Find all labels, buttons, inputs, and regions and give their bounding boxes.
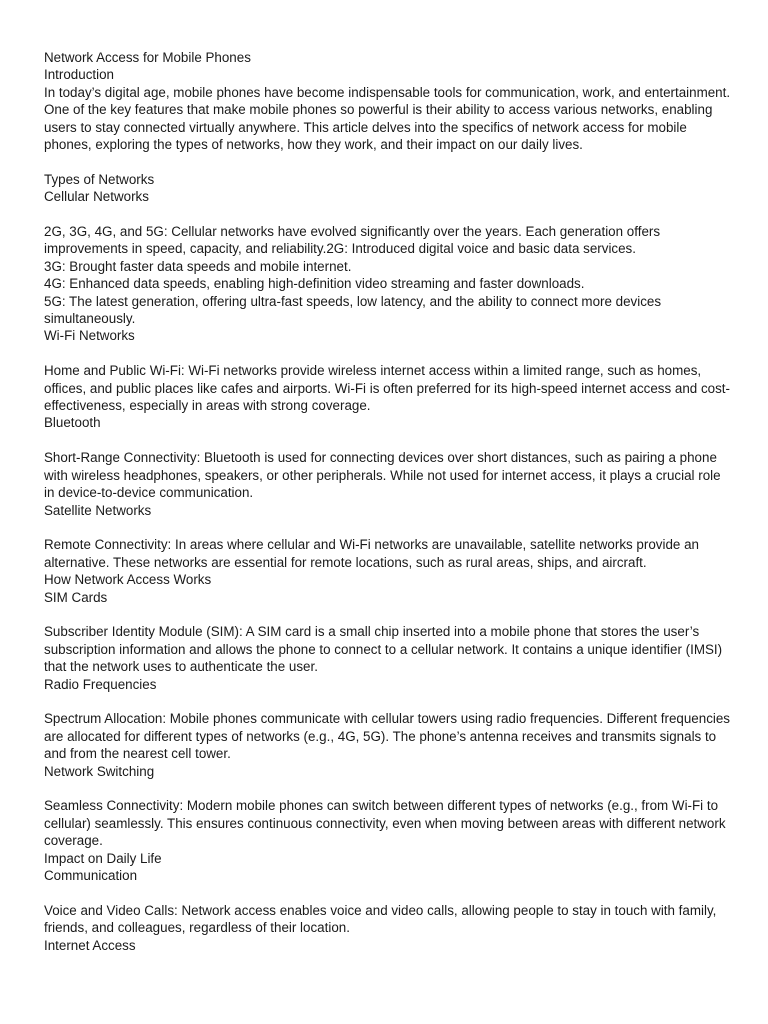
- 4g-line: 4G: Enhanced data speeds, enabling high-definition video streaming and faster downloads.: [44, 276, 585, 292]
- spacer: [44, 206, 734, 223]
- radio-paragraph: Spectrum Allocation: Mobile phones communicate with cellular towers using radio frequencies. Different frequencies are allocated for different types of networks (e.g., 4G, 5G). The phone’s antenna receives and transmits signals to and from the nearest cell tower.: [44, 711, 731, 762]
- wifi-paragraph: Home and Public Wi-Fi: Wi-Fi networks provide wireless internet access within a limited range, such as homes, offices, and public places like cafes and airports. Wi-Fi is often preferred for its high-speed internet access and cost-effectiveness, especially in areas with strong coverage.: [44, 363, 730, 414]
- switching-paragraph: Seamless Connectivity: Modern mobile phones can switch between different types of networks (e.g., from Wi-Fi to cellular) seamlessly. This ensures continuous connectivity, even when moving between areas with different network coverage.: [44, 798, 726, 849]
- sim-paragraph: Subscriber Identity Module (SIM): A SIM card is a small chip inserted into a mobile phone that stores the user’s subscription information and allows the phone to connect to a cellular network. It contains a unique identifier (IMSI) that the network uses to authenticate the user.: [44, 624, 723, 675]
- internet-heading: Internet Access: [44, 937, 136, 953]
- switching-heading: Network Switching: [44, 763, 155, 779]
- intro-paragraph: In today’s digital age, mobile phones have become indispensable tools for communication, work, and entertainment. One of the key features that make mobile phones so powerful is their ability to access various networks, enabling users to stay connected virtually anywhere. This article delves into the specifics of network access for mobile phones, exploring the types of networks, how they work, and their impact on our daily lives.: [44, 84, 731, 153]
- spacer: [44, 884, 734, 901]
- satellite-paragraph: Remote Connectivity: In areas where cellular and Wi-Fi networks are unavailable, satellite networks provide an alternative. These networks are essential for remote locations, such as rural areas, ships, and aircraft.: [44, 537, 699, 570]
- satellite-heading: Satellite Networks: [44, 502, 152, 518]
- cellular-heading: Cellular Networks: [44, 189, 149, 205]
- spacer: [44, 519, 734, 536]
- 5g-line: 5G: The latest generation, offering ultra-fast speeds, low latency, and the ability to connect more devices simultaneously.: [44, 293, 662, 327]
- spacer: [44, 153, 734, 170]
- bluetooth-paragraph: Short-Range Connectivity: Bluetooth is used for connecting devices over short distances, such as pairing a phone with wireless headphones, speakers, or other peripherals. While not used for internet access, it plays a crucial role in device-to-device communication.: [44, 450, 721, 501]
- spacer: [44, 345, 734, 362]
- spacer: [44, 432, 734, 449]
- radio-heading: Radio Frequencies: [44, 676, 157, 692]
- spacer: [44, 606, 734, 623]
- sim-heading: SIM Cards: [44, 589, 108, 605]
- communication-paragraph: Voice and Video Calls: Network access enables voice and video calls, allowing people to stay in touch with family, friends, and colleagues, regardless of their location.: [44, 902, 717, 936]
- 3g-line: 3G: Brought faster data speeds and mobile internet.: [44, 258, 352, 274]
- how-heading: How Network Access Works: [44, 572, 212, 588]
- intro-heading: Introduction: [44, 67, 114, 83]
- document-body: [44, 49, 734, 954]
- bluetooth-heading: Bluetooth: [44, 415, 101, 431]
- document-title: Network Access for Mobile Phones: [44, 50, 251, 65]
- cellular-paragraph: 2G, 3G, 4G, and 5G: Cellular networks have evolved significantly over the years. Each generation offers improvements in speed, capacity, and reliability.2G: Introduced digital voice and basic data services.: [44, 224, 661, 257]
- wifi-heading: Wi-Fi Networks: [44, 328, 135, 344]
- types-heading: Types of Networks: [44, 171, 155, 187]
- spacer: [44, 780, 734, 797]
- communication-heading: Communication: [44, 867, 138, 883]
- impact-heading: Impact on Daily Life: [44, 850, 162, 866]
- spacer: [44, 693, 734, 710]
